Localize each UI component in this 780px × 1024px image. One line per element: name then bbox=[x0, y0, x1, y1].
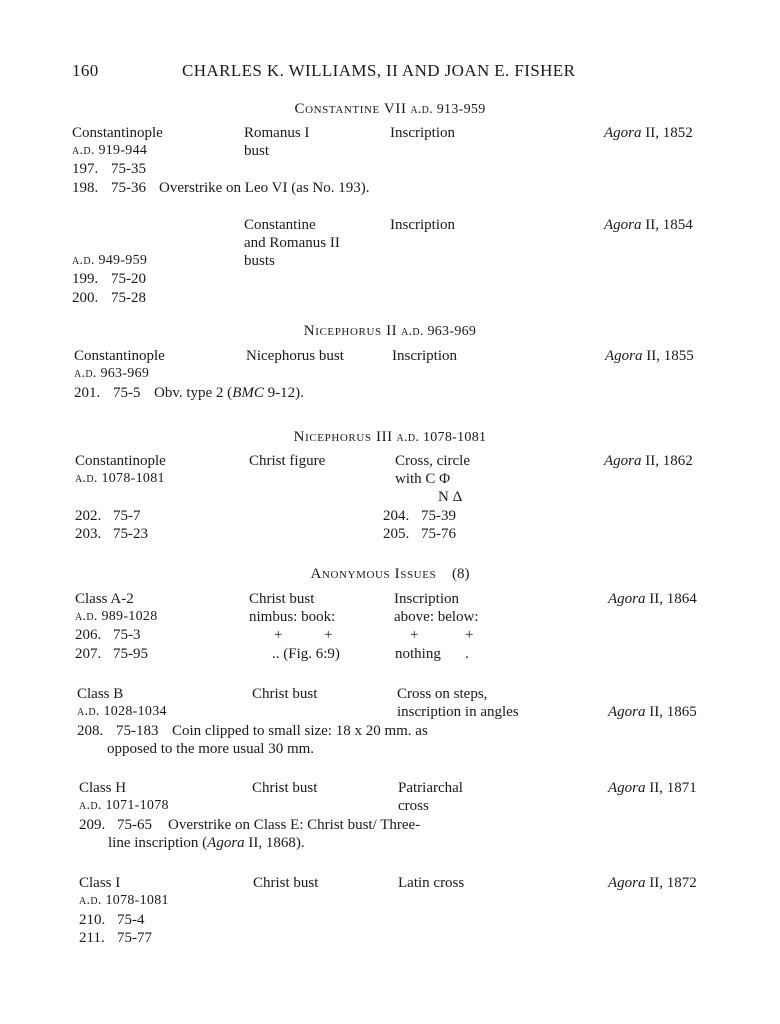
date-range: a.d. 1078-1081 bbox=[75, 471, 165, 486]
entry-number: 209. bbox=[79, 817, 106, 833]
entry-number: 210. bbox=[79, 912, 106, 928]
cross-mark: + bbox=[410, 627, 419, 643]
reverse-type: Latin cross bbox=[398, 875, 465, 891]
reverse-note: nothing bbox=[395, 646, 441, 662]
running-head-authors: CHARLES K. WILLIAMS, II AND JOAN E. FISHER bbox=[182, 61, 576, 80]
entry-number: 200. bbox=[72, 290, 99, 306]
inventory-number: 75-65 bbox=[117, 817, 152, 833]
entry-note: line inscription (Agora II, 1868). bbox=[108, 835, 305, 851]
inventory-number: 75-4 bbox=[117, 912, 145, 928]
agora-reference: Agora II, 1865 bbox=[608, 704, 697, 720]
entry-number: 203. bbox=[75, 526, 102, 542]
entry-number: 201. bbox=[74, 385, 101, 401]
section-heading-anonymous-issues bbox=[140, 565, 640, 583]
inventory-number: 75-39 bbox=[421, 508, 456, 524]
obverse-type: Christ bust bbox=[252, 686, 318, 702]
class-label: Class I bbox=[79, 875, 121, 891]
cross-mark: + bbox=[465, 627, 474, 643]
inventory-number: 75-183 bbox=[116, 723, 159, 739]
entry-note: Coin clipped to small size: 18 x 20 mm. as bbox=[172, 723, 428, 739]
section-dates: a.d. 963-969 bbox=[401, 324, 477, 339]
agora-reference: Agora II, 1852 bbox=[604, 125, 693, 141]
mint: Constantinople bbox=[74, 348, 165, 364]
obverse-sublabels: nimbus: book: bbox=[249, 609, 336, 625]
date-range: a.d. 1071-1078 bbox=[79, 798, 169, 813]
obverse-type: busts bbox=[244, 253, 275, 269]
reverse-type: Cross on steps, bbox=[397, 686, 488, 702]
entry-number: 199. bbox=[72, 271, 99, 287]
agora-reference: Agora II, 1854 bbox=[604, 217, 693, 233]
section-ruler: Nicephorus II bbox=[303, 323, 398, 339]
mint: Constantinople bbox=[75, 453, 166, 469]
reverse-type: with C Φ bbox=[395, 471, 451, 487]
reverse-type: Inscription bbox=[394, 591, 459, 607]
entry-number: 208. bbox=[77, 723, 104, 739]
entry-note: Obv. type 2 (BMC 9-12). bbox=[154, 385, 304, 401]
class-label: Class B bbox=[77, 686, 124, 702]
reverse-type: cross bbox=[398, 798, 429, 814]
section-heading-nicephorus-iii bbox=[140, 428, 640, 447]
inventory-number: 75-35 bbox=[111, 161, 146, 177]
obverse-type: Christ figure bbox=[249, 453, 326, 469]
entry-number: 205. bbox=[383, 526, 410, 542]
reverse-type: Patriarchal bbox=[398, 780, 463, 796]
footnote-ref: (8) bbox=[452, 566, 470, 582]
obverse-type: Christ bust bbox=[253, 875, 319, 891]
reverse-mark: . bbox=[465, 646, 469, 662]
entry-number: 211. bbox=[79, 930, 105, 946]
reverse-type: Inscription bbox=[390, 217, 455, 233]
obverse-type: Christ bust bbox=[249, 591, 315, 607]
section-heading-constantine-vii bbox=[140, 100, 640, 119]
reverse-type: Cross, circle bbox=[395, 453, 470, 469]
section-ruler: Nicephorus III bbox=[293, 429, 393, 445]
reverse-type: inscription in angles bbox=[397, 704, 519, 720]
section-title: Anonymous Issues bbox=[310, 566, 437, 582]
inventory-number: 75-20 bbox=[111, 271, 146, 287]
section-dates: a.d. 1078-1081 bbox=[396, 430, 487, 445]
agora-reference: Agora II, 1855 bbox=[605, 348, 694, 364]
entry-number: 206. bbox=[75, 627, 102, 643]
inventory-number: 75-7 bbox=[113, 508, 141, 524]
mint: Constantinople bbox=[72, 125, 163, 141]
inventory-number: 75-23 bbox=[113, 526, 148, 542]
section-ruler: Constantine VII bbox=[294, 101, 407, 117]
date-range: a.d. 949-959 bbox=[72, 253, 148, 268]
entry-note: Overstrike on Leo VI (as No. 193). bbox=[159, 180, 370, 196]
page-number: 160 bbox=[72, 61, 99, 80]
inventory-number: 75-36 bbox=[111, 180, 146, 196]
section-heading-nicephorus-ii bbox=[140, 322, 640, 341]
inventory-number: 75-3 bbox=[113, 627, 141, 643]
inventory-number: 75-76 bbox=[421, 526, 456, 542]
inventory-number: 75-77 bbox=[117, 930, 152, 946]
obverse-type: Christ bust bbox=[252, 780, 318, 796]
inventory-number: 75-95 bbox=[113, 646, 148, 662]
agora-reference: Agora II, 1871 bbox=[608, 780, 697, 796]
entry-number: 202. bbox=[75, 508, 102, 524]
agora-reference: Agora II, 1872 bbox=[608, 875, 697, 891]
entry-note: opposed to the more usual 30 mm. bbox=[107, 741, 315, 757]
entry-number: 204. bbox=[383, 508, 410, 524]
obverse-type: Romanus I bbox=[244, 125, 310, 141]
reverse-type: Inscription bbox=[392, 348, 457, 364]
inventory-number: 75-28 bbox=[111, 290, 146, 306]
entry-number: 198. bbox=[72, 180, 99, 196]
inventory-number: 75-5 bbox=[113, 385, 141, 401]
obverse-note: .. (Fig. 6:9) bbox=[272, 646, 340, 662]
cross-mark: + bbox=[324, 627, 333, 643]
agora-reference: Agora II, 1864 bbox=[608, 591, 697, 607]
date-range: a.d. 1078-1081 bbox=[79, 893, 169, 908]
entry-number: 197. bbox=[72, 161, 99, 177]
section-dates: a.d. 913-959 bbox=[410, 102, 486, 117]
class-label: Class H bbox=[79, 780, 127, 796]
agora-reference: Agora II, 1862 bbox=[604, 453, 693, 469]
entry-note: Overstrike on Class E: Christ bust/ Three- bbox=[168, 817, 421, 833]
date-range: a.d. 989-1028 bbox=[75, 609, 158, 624]
reverse-type: Inscription bbox=[390, 125, 455, 141]
date-range: a.d. 919-944 bbox=[72, 143, 148, 158]
cross-mark: + bbox=[274, 627, 283, 643]
entry-number: 207. bbox=[75, 646, 102, 662]
class-label: Class A-2 bbox=[75, 591, 134, 607]
obverse-type: and Romanus II bbox=[244, 235, 340, 251]
reverse-sublabels: above: below: bbox=[394, 609, 479, 625]
obverse-type: Constantine bbox=[244, 217, 316, 233]
obverse-type: bust bbox=[244, 143, 270, 159]
date-range: a.d. 963-969 bbox=[74, 366, 150, 381]
obverse-type: Nicephorus bust bbox=[246, 348, 344, 364]
date-range: a.d. 1028-1034 bbox=[77, 704, 167, 719]
reverse-type: N Δ bbox=[438, 489, 463, 505]
